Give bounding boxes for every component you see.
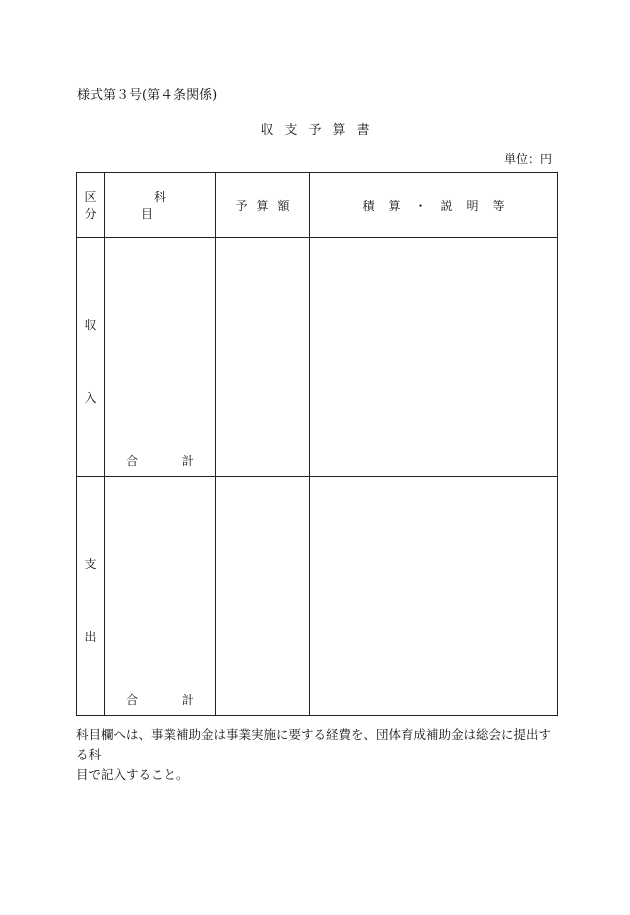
expense-item-cell [105, 477, 216, 716]
category-header-char-1: 区 [84, 190, 97, 204]
income-total-label [105, 452, 215, 469]
column-header-category [77, 173, 105, 238]
income-label-char-1: 収 [84, 318, 97, 332]
income-item-cell [105, 238, 216, 477]
income-details-cell [310, 238, 558, 477]
category-header-char-2: 分 [84, 207, 97, 221]
footer-note-line-1: 科目欄へは、事業補助金は事業実施に要する経費を、団体育成補助金は総会に提出する科 [76, 727, 552, 762]
expense-section-row [77, 477, 558, 716]
item-header-label: 科 目 [140, 190, 231, 221]
budget-table [76, 172, 558, 716]
table-header-row [77, 173, 558, 238]
column-header-details [310, 173, 558, 238]
expense-total-label [105, 691, 215, 708]
income-total-char-1: 合 [126, 454, 139, 468]
column-header-amount [216, 173, 310, 238]
income-category-cell [77, 238, 105, 477]
details-header-label: 積算・説明等 [362, 198, 519, 213]
footer-note-line-2: 目で記入すること。 [76, 767, 189, 782]
column-header-item [105, 173, 231, 238]
income-section-row [77, 238, 558, 477]
unit-label: 単位：円 [503, 152, 552, 166]
income-amount-cell [216, 238, 310, 477]
expense-category-cell [77, 477, 105, 716]
amount-header-label: 予算額 [235, 198, 299, 213]
expense-amount-cell [216, 477, 310, 716]
document-title: 収支予算書 [260, 123, 381, 138]
expense-details-cell [310, 477, 558, 716]
income-total-char-2: 計 [181, 454, 194, 468]
expense-label-char-2: 出 [84, 630, 97, 644]
expense-total-char-2: 計 [181, 693, 194, 707]
income-label-char-2: 入 [84, 391, 97, 405]
footer-note [76, 725, 562, 785]
expense-label-char-1: 支 [84, 557, 97, 571]
form-number: 様式第３号(第４条関係) [77, 88, 218, 103]
expense-total-char-1: 合 [126, 693, 139, 707]
